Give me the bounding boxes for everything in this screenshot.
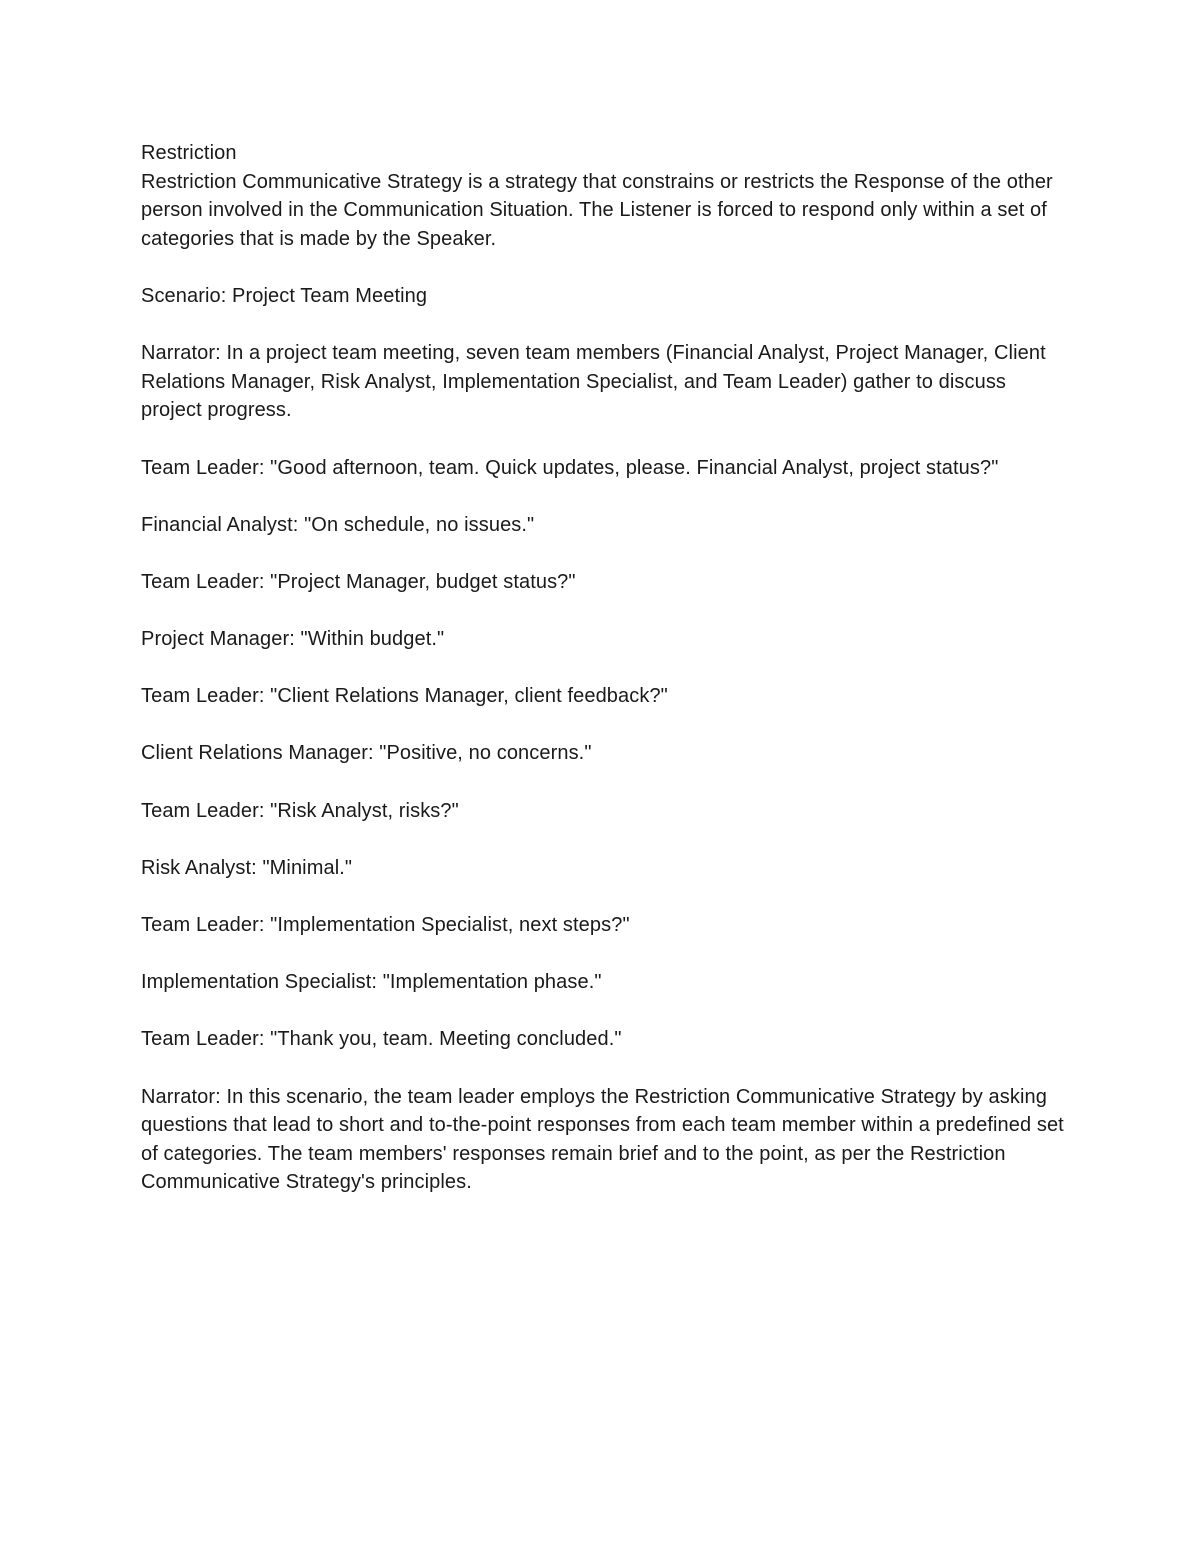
- definition-paragraph: Restriction Communicative Strategy is a strategy that constrains or restricts the Response of the other person involved in the Communication Situation. The Listener is forced to respond only within a set of categories that is made by the Speaker.: [141, 170, 1053, 250]
- dialogue-line: Financial Analyst: "On schedule, no issues.": [141, 513, 535, 536]
- dialogue-line: Team Leader: "Good afternoon, team. Quick updates, please. Financial Analyst, project status?": [141, 456, 999, 479]
- dialogue-line: Project Manager: "Within budget.": [141, 628, 445, 651]
- dialogue-line: Team Leader: "Implementation Specialist, next steps?": [141, 914, 630, 937]
- dialogue-line: Team Leader: "Project Manager, budget status?": [141, 570, 576, 593]
- dialogue-line: Risk Analyst: "Minimal.": [141, 856, 353, 879]
- dialogue-line: Client Relations Manager: "Positive, no concerns.": [141, 742, 592, 765]
- dialogue-line: Team Leader: "Client Relations Manager, client feedback?": [141, 685, 668, 708]
- document-page: [141, 139, 1071, 1197]
- dialogue-line: Team Leader: "Thank you, team. Meeting concluded.": [141, 1028, 622, 1051]
- narrator-outro-paragraph: Narrator: In this scenario, the team leader employs the Restriction Communicative Strategy by asking questions that lead to short and to-the-point responses from each team member within a predefined set of categories. The team members' responses remain brief and to the point, as per the Restriction Communicative Strategy's principles.: [141, 1085, 1064, 1194]
- narrator-intro-paragraph: Narrator: In a project team meeting, seven team members (Financial Analyst, Project Manager, Client Relations Manager, Risk Analyst, Implementation Specialist, and Team Leader) gather to discuss project progress.: [141, 342, 1046, 422]
- document-title: Restriction: [141, 142, 237, 164]
- dialogue-line: Team Leader: "Risk Analyst, risks?": [141, 799, 459, 822]
- scenario-heading: Scenario: Project Team Meeting: [141, 284, 428, 307]
- dialogue-line: Implementation Specialist: "Implementation phase.": [141, 971, 602, 994]
